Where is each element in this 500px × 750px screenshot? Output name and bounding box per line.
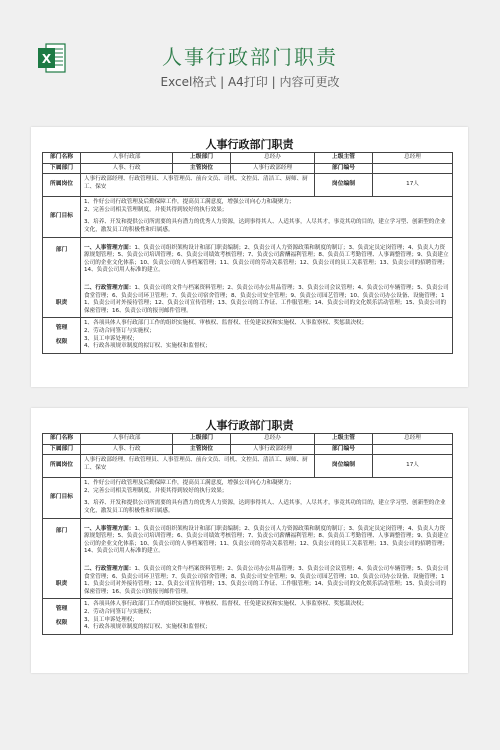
duty-table bbox=[42, 433, 453, 635]
posts-value: 人事行政部经理、行政管理员、人事管理员、前台文员、司机、文控员、清洁工、厨师、厨工、保安 bbox=[81, 174, 315, 197]
duty-label-line: 部门 bbox=[55, 246, 68, 253]
headcount-value: 17人 bbox=[373, 174, 453, 197]
auth-label bbox=[43, 318, 81, 353]
duty-label bbox=[43, 518, 81, 599]
goal-item: 1、作好公司行政管理及后勤保障工作，提高员工满意度，增强公司向心力和凝聚力； bbox=[84, 199, 295, 206]
auth-item: 2、劳动合同签订与实施权； bbox=[84, 327, 155, 334]
hr-duties-text: 1、负责公司组织架构设计和部门职责编制；2、负责公司人力资源政策和制度的制订；3、负责定员定岗管理；4、负责人力资源规划管理；5、负责公司培训管理；6、负责公司绩效考核管理；7、负责公司薪酬福利管理；8、负责员工考勤管理、人事调整管理；9、负责建立公司的企业文化体系；10、负责公司的人事档案管理；11、负责公司的劳动关系管理；12、负责公司的员工关系管理；13、负责公司的招聘管理；14、负责公司用人标准的建立。 bbox=[84, 244, 449, 274]
banner bbox=[0, 0, 500, 120]
dept-name-label: 部门名称 bbox=[43, 153, 81, 164]
head-post-label: 主管岗位 bbox=[173, 444, 231, 455]
table-row bbox=[43, 163, 453, 174]
hr-duties-text: 1、负责公司组织架构设计和部门职责编制；2、负责公司人力资源政策和制度的制订；3、负责定员定岗管理；4、负责人力资源规划管理；5、负责公司培训管理；6、负责公司绩效考核管理；7、负责公司薪酬福利管理；8、负责员工考勤管理、人事调整管理；9、负责建立公司的企业文化体系；10、负责公司的人事档案管理；11、负责公司的劳动关系管理；12、负责公司的员工关系管理；13、负责公司的招聘管理；14、负责公司用人标准的建立。 bbox=[84, 525, 449, 555]
head-post-value: 人事行政部经理 bbox=[231, 163, 315, 174]
goal-text bbox=[81, 478, 453, 518]
document-title: 人事行政部门职责 bbox=[205, 419, 294, 432]
table-row bbox=[43, 174, 453, 197]
auth-text bbox=[81, 318, 453, 353]
document-page-1 bbox=[31, 127, 468, 387]
superior-head-label: 上级主管 bbox=[315, 434, 373, 445]
duty-table bbox=[42, 152, 453, 354]
dept-code-value bbox=[373, 444, 453, 455]
sub-units-value: 人事、行政 bbox=[81, 444, 173, 455]
duty-label-line: 职责 bbox=[55, 581, 68, 588]
head-post-label: 主管岗位 bbox=[173, 163, 231, 174]
auth-item: 3、员工申诉处理权； bbox=[84, 616, 138, 623]
duty-text bbox=[81, 237, 453, 318]
goal-label: 部门目标 bbox=[43, 197, 81, 237]
table-row bbox=[43, 237, 453, 318]
goal-item: 1、作好公司行政管理及后勤保障工作，提高员工满意度，增强公司向心力和凝聚力； bbox=[84, 480, 295, 487]
hr-duties-title: 一、人事管理方面： bbox=[84, 525, 135, 532]
duty-label-line: 部门 bbox=[55, 527, 68, 534]
table-row bbox=[43, 518, 453, 599]
superior-dept-value: 总经办 bbox=[231, 434, 315, 445]
auth-item: 3、员工申诉处理权； bbox=[84, 335, 138, 342]
hr-duties-title: 一、人事管理方面： bbox=[84, 244, 135, 251]
footer-area bbox=[0, 700, 500, 750]
dept-code-value bbox=[373, 163, 453, 174]
superior-head-value: 总经理 bbox=[373, 153, 453, 164]
dept-name-value: 人事行政部 bbox=[81, 153, 173, 164]
dept-code-label: 部门编号 bbox=[315, 163, 373, 174]
auth-item: 1、各项具体人事行政部门工作的组织实施权、审核权、监督权、任免建议权和实施权、人事监察权、奖惩裁决权； bbox=[84, 601, 368, 608]
auth-item: 4、行政各项规章制度的拟订权、实施权和监督权； bbox=[84, 343, 211, 350]
document-page-2 bbox=[31, 408, 468, 673]
admin-duties bbox=[84, 285, 449, 315]
table-row bbox=[43, 455, 453, 478]
banner-subtitle: Excel格式 | A4打印 | 内容可更改 bbox=[160, 75, 340, 89]
sub-units-label: 下属部门 bbox=[43, 444, 81, 455]
superior-head-value: 总经理 bbox=[373, 434, 453, 445]
table-row bbox=[43, 444, 453, 455]
document-title: 人事行政部门职责 bbox=[205, 138, 294, 151]
goal-label: 部门目标 bbox=[43, 478, 81, 518]
sub-units-label: 下属部门 bbox=[43, 163, 81, 174]
auth-item: 2、劳动合同签订与实施权； bbox=[84, 608, 155, 615]
hr-duties bbox=[84, 245, 449, 275]
table-row bbox=[43, 153, 453, 164]
auth-label-line: 管理 bbox=[55, 605, 68, 612]
goal-item: 2、完善公司相关管理制度，并使其得到较好的执行效果； bbox=[84, 487, 228, 494]
duty-label bbox=[43, 237, 81, 318]
table-row bbox=[43, 434, 453, 445]
table-row bbox=[43, 478, 453, 518]
auth-label bbox=[43, 599, 81, 634]
headcount-label: 岗位编制 bbox=[315, 455, 373, 478]
sub-units-value: 人事、行政 bbox=[81, 163, 173, 174]
superior-dept-label: 上级部门 bbox=[173, 434, 231, 445]
auth-item: 4、行政各项规章制度的拟订权、实施权和监督权； bbox=[84, 624, 211, 631]
auth-item: 1、各项具体人事行政部门工作的组织实施权、审核权、监督权、任免建议权和实施权、人事监察权、奖惩裁决权； bbox=[84, 320, 368, 327]
duty-text bbox=[81, 518, 453, 599]
headcount-value: 17人 bbox=[373, 455, 453, 478]
superior-dept-value: 总经办 bbox=[231, 153, 315, 164]
auth-label-line: 权限 bbox=[55, 338, 68, 345]
admin-duties-text: 1、负责公司的文件与档案资料管理；2、负责公司办公用品管理；3、负责公司会议管理；4、负责公司车辆管理；5、负责公司食堂管理；6、负责公司环卫管理；7、负责公司宿舍管理；8、负责公司安全管理；9、负责公司园艺管理；10、负责公司办公设备、设施管理；11、负责公司对外接待管理；12、负责公司宣传管理；13、负责公司的工作证、工作服管理；14、负责公司的文化娱乐活动管理；15、负责公司的保密管理；16、负责公司的报刊邮件管理。 bbox=[84, 284, 449, 314]
dept-name-value: 人事行政部 bbox=[81, 434, 173, 445]
auth-label-line: 权限 bbox=[55, 619, 68, 626]
goal-text bbox=[81, 197, 453, 237]
superior-dept-label: 上级部门 bbox=[173, 153, 231, 164]
goal-item: 3、培养、开发和提供公司所需要的具有潜力的优秀人力资源，达到事得其人、人适其事，人尽其才，事竟其功的目的，建立学习型、创新型的企业文化，激发员工的积极性和归属感。 bbox=[84, 219, 446, 233]
hr-duties bbox=[84, 526, 449, 556]
admin-duties-text: 1、负责公司的文件与档案资料管理；2、负责公司办公用品管理；3、负责公司会议管理；4、负责公司车辆管理；5、负责公司食堂管理；6、负责公司环卫管理；7、负责公司宿舍管理；8、负责公司安全管理；9、负责公司园艺管理；10、负责公司办公设备、设施管理；11、负责公司对外接待管理；12、负责公司宣传管理；13、负责公司的工作证、工作服管理；14、负责公司的文化娱乐活动管理；15、负责公司的保密管理；16、负责公司的报刊邮件管理。 bbox=[84, 565, 449, 595]
duty-label-line: 职责 bbox=[55, 300, 68, 307]
dept-name-label: 部门名称 bbox=[43, 434, 81, 445]
posts-value: 人事行政部经理、行政管理员、人事管理员、前台文员、司机、文控员、清洁工、厨师、厨工、保安 bbox=[81, 455, 315, 478]
auth-label-line: 管理 bbox=[55, 324, 68, 331]
goal-item: 2、完善公司相关管理制度，并使其得到较好的执行效果； bbox=[84, 206, 228, 213]
banner-title: 人事行政部门职责 bbox=[162, 45, 338, 69]
admin-duties bbox=[84, 566, 449, 596]
headcount-label: 岗位编制 bbox=[315, 174, 373, 197]
posts-label: 所属岗位 bbox=[43, 455, 81, 478]
admin-duties-title: 二、行政管理方面： bbox=[84, 284, 135, 291]
goal-item: 3、培养、开发和提供公司所需要的具有潜力的优秀人力资源，达到事得其人、人适其事，人尽其才，事竟其功的目的，建立学习型、创新型的企业文化，激发员工的积极性和归属感。 bbox=[84, 500, 446, 514]
table-row bbox=[43, 197, 453, 237]
head-post-value: 人事行政部经理 bbox=[231, 444, 315, 455]
table-row bbox=[43, 599, 453, 634]
admin-duties-title: 二、行政管理方面： bbox=[84, 565, 135, 572]
dept-code-label: 部门编号 bbox=[315, 444, 373, 455]
posts-label: 所属岗位 bbox=[43, 174, 81, 197]
svg-text:X: X bbox=[41, 52, 52, 66]
auth-text bbox=[81, 599, 453, 634]
superior-head-label: 上级主管 bbox=[315, 153, 373, 164]
table-row bbox=[43, 318, 453, 353]
